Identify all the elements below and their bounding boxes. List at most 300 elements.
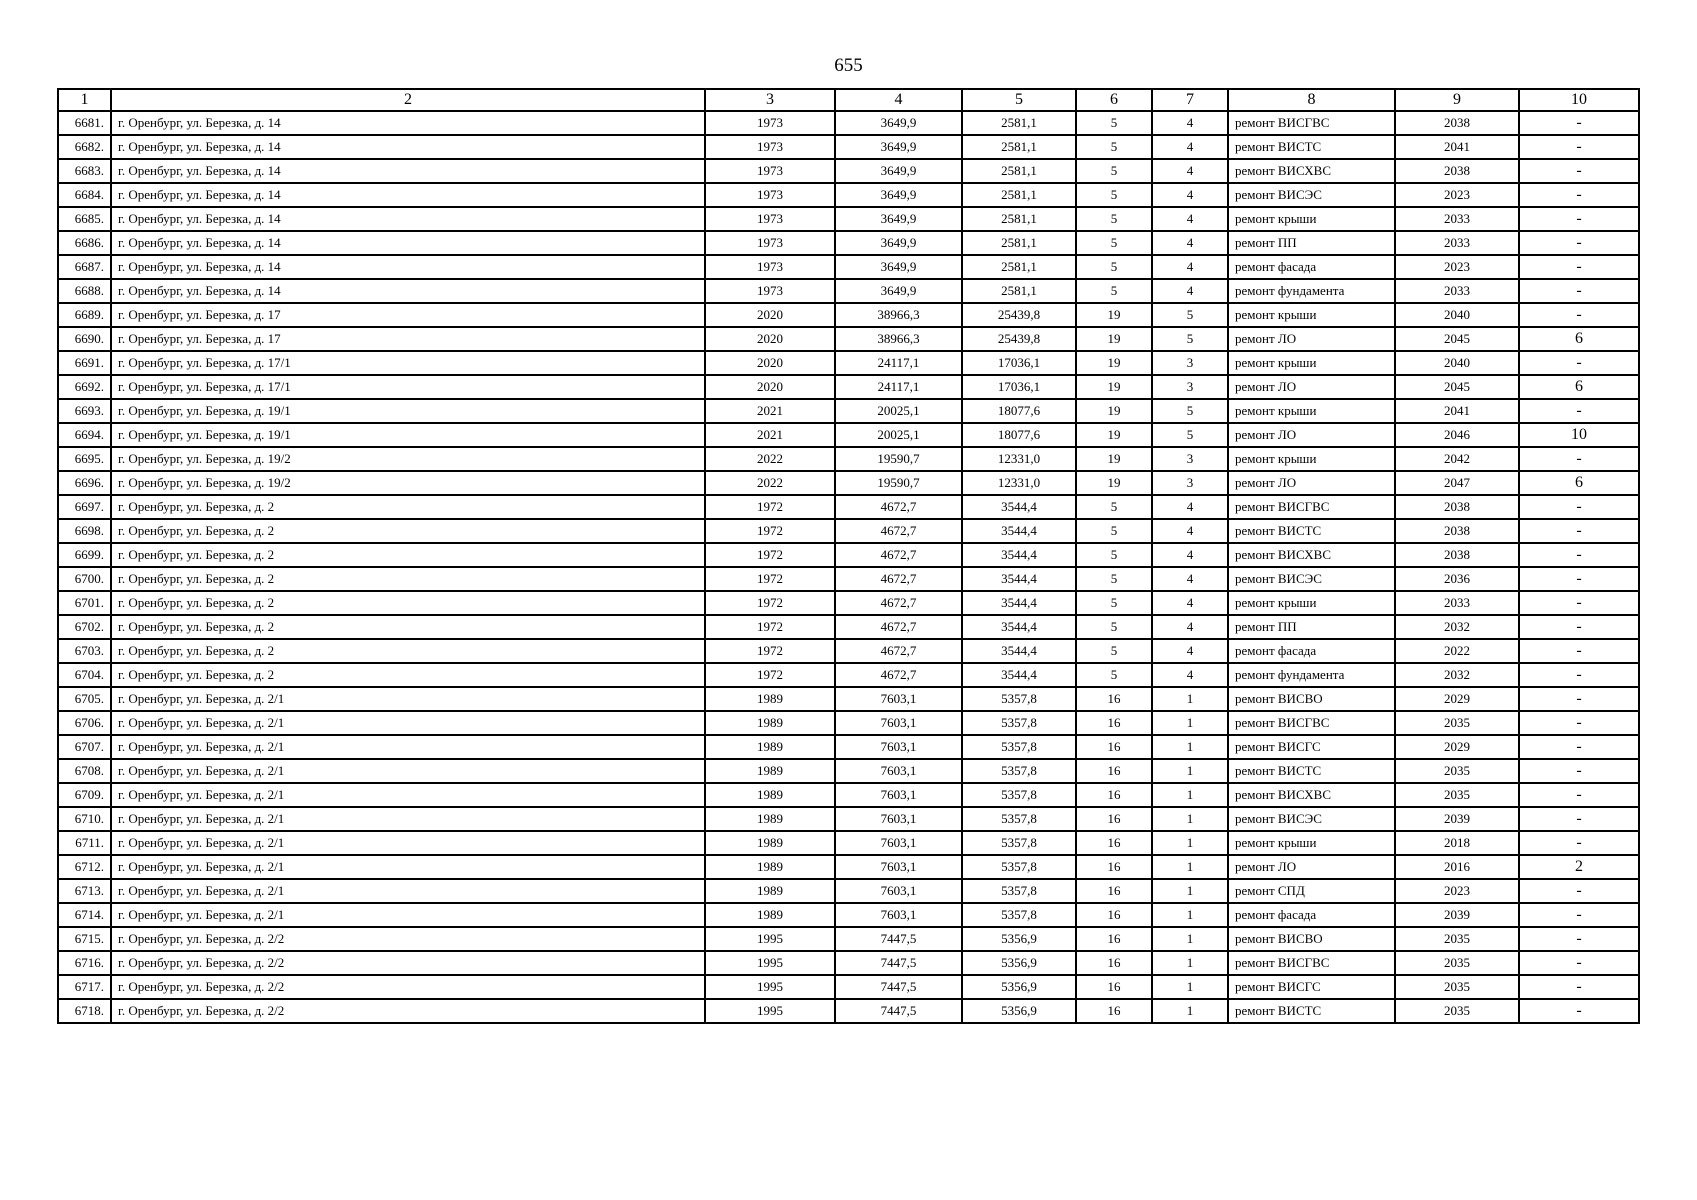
- cell-total-area: 38966,3: [835, 327, 962, 351]
- cell-build-year: 1989: [705, 855, 835, 879]
- cell-build-year: 2020: [705, 327, 835, 351]
- cell-row-number: 6688.: [58, 279, 111, 303]
- cell-value-10: -: [1519, 711, 1639, 735]
- cell-total-area: 4672,7: [835, 567, 962, 591]
- cell-address: г. Оренбург, ул. Березка, д. 2/1: [111, 759, 705, 783]
- cell-address: г. Оренбург, ул. Березка, д. 19/2: [111, 471, 705, 495]
- cell-row-number: 6699.: [58, 543, 111, 567]
- table-row: [58, 903, 1639, 927]
- cell-address: г. Оренбург, ул. Березка, д. 2/2: [111, 975, 705, 999]
- cell-planned-year: 2038: [1395, 495, 1519, 519]
- cell-value-10: -: [1519, 495, 1639, 519]
- cell-build-year: 1989: [705, 807, 835, 831]
- cell-value-10: -: [1519, 543, 1639, 567]
- cell-value-10: -: [1519, 591, 1639, 615]
- cell-planned-year: 2022: [1395, 639, 1519, 663]
- cell-row-number: 6698.: [58, 519, 111, 543]
- cell-row-number: 6684.: [58, 183, 111, 207]
- cell-work-type: ремонт ЛО: [1228, 855, 1395, 879]
- cell-entrances: 1: [1152, 927, 1228, 951]
- cell-floors: 5: [1076, 135, 1152, 159]
- cell-total-area: 7447,5: [835, 999, 962, 1023]
- cell-work-type: ремонт ВИСТС: [1228, 135, 1395, 159]
- cell-living-area: 18077,6: [962, 423, 1076, 447]
- cell-floors: 16: [1076, 975, 1152, 999]
- cell-value-10: -: [1519, 975, 1639, 999]
- cell-row-number: 6713.: [58, 879, 111, 903]
- cell-planned-year: 2023: [1395, 879, 1519, 903]
- cell-planned-year: 2035: [1395, 951, 1519, 975]
- cell-build-year: 1989: [705, 903, 835, 927]
- cell-entrances: 3: [1152, 447, 1228, 471]
- cell-total-area: 7603,1: [835, 831, 962, 855]
- cell-floors: 19: [1076, 303, 1152, 327]
- cell-floors: 16: [1076, 687, 1152, 711]
- cell-total-area: 3649,9: [835, 159, 962, 183]
- cell-floors: 19: [1076, 447, 1152, 471]
- cell-address: г. Оренбург, ул. Березка, д. 14: [111, 183, 705, 207]
- cell-living-area: 2581,1: [962, 207, 1076, 231]
- cell-address: г. Оренбург, ул. Березка, д. 2: [111, 543, 705, 567]
- cell-total-area: 19590,7: [835, 471, 962, 495]
- table-row: [58, 399, 1639, 423]
- cell-build-year: 1989: [705, 687, 835, 711]
- cell-value-10: -: [1519, 615, 1639, 639]
- cell-planned-year: 2033: [1395, 207, 1519, 231]
- cell-floors: 16: [1076, 999, 1152, 1023]
- cell-total-area: 3649,9: [835, 135, 962, 159]
- cell-floors: 16: [1076, 855, 1152, 879]
- cell-row-number: 6707.: [58, 735, 111, 759]
- table-row: [58, 639, 1639, 663]
- table-row: [58, 687, 1639, 711]
- cell-row-number: 6718.: [58, 999, 111, 1023]
- cell-row-number: 6701.: [58, 591, 111, 615]
- cell-address: г. Оренбург, ул. Березка, д. 2: [111, 567, 705, 591]
- table-row: [58, 351, 1639, 375]
- cell-address: г. Оренбург, ул. Березка, д. 2/1: [111, 807, 705, 831]
- table-row: [58, 423, 1639, 447]
- table-row: [58, 255, 1639, 279]
- cell-planned-year: 2035: [1395, 759, 1519, 783]
- cell-floors: 5: [1076, 615, 1152, 639]
- cell-floors: 19: [1076, 423, 1152, 447]
- cell-floors: 5: [1076, 279, 1152, 303]
- cell-entrances: 1: [1152, 975, 1228, 999]
- cell-entrances: 4: [1152, 543, 1228, 567]
- cell-living-area: 18077,6: [962, 399, 1076, 423]
- cell-entrances: 1: [1152, 999, 1228, 1023]
- cell-living-area: 3544,4: [962, 615, 1076, 639]
- table-row: [58, 519, 1639, 543]
- cell-work-type: ремонт фундамента: [1228, 663, 1395, 687]
- cell-build-year: 1972: [705, 519, 835, 543]
- table-row: [58, 375, 1639, 399]
- cell-planned-year: 2035: [1395, 783, 1519, 807]
- cell-address: г. Оренбург, ул. Березка, д. 2: [111, 519, 705, 543]
- cell-living-area: 3544,4: [962, 591, 1076, 615]
- cell-work-type: ремонт ВИСТС: [1228, 759, 1395, 783]
- cell-value-10: -: [1519, 927, 1639, 951]
- table-row: [58, 303, 1639, 327]
- cell-entrances: 4: [1152, 567, 1228, 591]
- cell-value-10: -: [1519, 351, 1639, 375]
- cell-row-number: 6697.: [58, 495, 111, 519]
- cell-living-area: 12331,0: [962, 447, 1076, 471]
- cell-floors: 5: [1076, 495, 1152, 519]
- cell-work-type: ремонт крыши: [1228, 447, 1395, 471]
- cell-entrances: 3: [1152, 351, 1228, 375]
- cell-entrances: 1: [1152, 687, 1228, 711]
- cell-floors: 5: [1076, 255, 1152, 279]
- cell-value-10: -: [1519, 279, 1639, 303]
- cell-floors: 16: [1076, 903, 1152, 927]
- cell-value-10: -: [1519, 303, 1639, 327]
- cell-living-area: 5357,8: [962, 807, 1076, 831]
- table-row: [58, 471, 1639, 495]
- column-header: 2: [111, 89, 705, 111]
- cell-total-area: 7603,1: [835, 903, 962, 927]
- cell-row-number: 6695.: [58, 447, 111, 471]
- table-row: [58, 879, 1639, 903]
- cell-total-area: 7603,1: [835, 855, 962, 879]
- cell-value-10: -: [1519, 999, 1639, 1023]
- cell-living-area: 2581,1: [962, 159, 1076, 183]
- cell-work-type: ремонт ПП: [1228, 231, 1395, 255]
- cell-build-year: 2022: [705, 471, 835, 495]
- cell-living-area: 2581,1: [962, 255, 1076, 279]
- cell-planned-year: 2042: [1395, 447, 1519, 471]
- header-row: [58, 89, 1639, 111]
- cell-work-type: ремонт ВИСЭС: [1228, 807, 1395, 831]
- cell-floors: 5: [1076, 567, 1152, 591]
- cell-address: г. Оренбург, ул. Березка, д. 2/2: [111, 927, 705, 951]
- cell-row-number: 6691.: [58, 351, 111, 375]
- column-header: 3: [705, 89, 835, 111]
- cell-row-number: 6712.: [58, 855, 111, 879]
- cell-planned-year: 2039: [1395, 807, 1519, 831]
- cell-value-10: -: [1519, 663, 1639, 687]
- cell-total-area: 3649,9: [835, 255, 962, 279]
- cell-value-10: -: [1519, 519, 1639, 543]
- cell-total-area: 4672,7: [835, 495, 962, 519]
- cell-total-area: 20025,1: [835, 399, 962, 423]
- cell-build-year: 2021: [705, 399, 835, 423]
- cell-value-10: -: [1519, 879, 1639, 903]
- cell-work-type: ремонт ВИСЭС: [1228, 567, 1395, 591]
- cell-row-number: 6714.: [58, 903, 111, 927]
- cell-work-type: ремонт фундамента: [1228, 279, 1395, 303]
- cell-planned-year: 2038: [1395, 159, 1519, 183]
- cell-value-10: -: [1519, 831, 1639, 855]
- cell-floors: 19: [1076, 375, 1152, 399]
- cell-planned-year: 2041: [1395, 135, 1519, 159]
- table-row: [58, 615, 1639, 639]
- cell-living-area: 2581,1: [962, 279, 1076, 303]
- cell-build-year: 1972: [705, 639, 835, 663]
- cell-total-area: 3649,9: [835, 111, 962, 135]
- cell-work-type: ремонт ВИСГС: [1228, 975, 1395, 999]
- cell-total-area: 3649,9: [835, 207, 962, 231]
- table-row: [58, 927, 1639, 951]
- table-row: [58, 663, 1639, 687]
- cell-address: г. Оренбург, ул. Березка, д. 17/1: [111, 351, 705, 375]
- table-row: [58, 231, 1639, 255]
- cell-floors: 16: [1076, 879, 1152, 903]
- cell-living-area: 5357,8: [962, 759, 1076, 783]
- cell-work-type: ремонт крыши: [1228, 399, 1395, 423]
- cell-planned-year: 2023: [1395, 255, 1519, 279]
- cell-address: г. Оренбург, ул. Березка, д. 17/1: [111, 375, 705, 399]
- cell-entrances: 4: [1152, 207, 1228, 231]
- cell-living-area: 3544,4: [962, 639, 1076, 663]
- cell-floors: 16: [1076, 783, 1152, 807]
- cell-row-number: 6710.: [58, 807, 111, 831]
- cell-build-year: 1995: [705, 975, 835, 999]
- cell-value-10: 6: [1519, 471, 1639, 495]
- cell-work-type: ремонт ЛО: [1228, 423, 1395, 447]
- cell-living-area: 25439,8: [962, 327, 1076, 351]
- cell-build-year: 2020: [705, 303, 835, 327]
- cell-total-area: 19590,7: [835, 447, 962, 471]
- cell-work-type: ремонт ВИСГВС: [1228, 495, 1395, 519]
- cell-row-number: 6700.: [58, 567, 111, 591]
- cell-planned-year: 2033: [1395, 279, 1519, 303]
- cell-value-10: -: [1519, 207, 1639, 231]
- cell-work-type: ремонт ВИСГВС: [1228, 111, 1395, 135]
- table-row: [58, 327, 1639, 351]
- cell-value-10: -: [1519, 567, 1639, 591]
- cell-planned-year: 2046: [1395, 423, 1519, 447]
- cell-total-area: 4672,7: [835, 639, 962, 663]
- cell-planned-year: 2029: [1395, 687, 1519, 711]
- cell-build-year: 1973: [705, 135, 835, 159]
- cell-work-type: ремонт ВИСВО: [1228, 687, 1395, 711]
- cell-entrances: 4: [1152, 183, 1228, 207]
- cell-planned-year: 2018: [1395, 831, 1519, 855]
- cell-living-area: 5357,8: [962, 831, 1076, 855]
- cell-floors: 19: [1076, 399, 1152, 423]
- cell-build-year: 1972: [705, 591, 835, 615]
- cell-total-area: 24117,1: [835, 351, 962, 375]
- cell-value-10: -: [1519, 111, 1639, 135]
- table-row: [58, 591, 1639, 615]
- cell-total-area: 7603,1: [835, 687, 962, 711]
- cell-planned-year: 2038: [1395, 519, 1519, 543]
- column-header: 10: [1519, 89, 1639, 111]
- cell-entrances: 5: [1152, 399, 1228, 423]
- cell-planned-year: 2040: [1395, 303, 1519, 327]
- cell-entrances: 4: [1152, 519, 1228, 543]
- cell-floors: 16: [1076, 951, 1152, 975]
- table-row: [58, 711, 1639, 735]
- cell-floors: 5: [1076, 183, 1152, 207]
- table-row: [58, 735, 1639, 759]
- cell-build-year: 2022: [705, 447, 835, 471]
- cell-entrances: 4: [1152, 111, 1228, 135]
- cell-row-number: 6704.: [58, 663, 111, 687]
- cell-row-number: 6685.: [58, 207, 111, 231]
- cell-total-area: 7603,1: [835, 711, 962, 735]
- cell-value-10: 2: [1519, 855, 1639, 879]
- cell-work-type: ремонт фасада: [1228, 903, 1395, 927]
- cell-planned-year: 2036: [1395, 567, 1519, 591]
- cell-build-year: 1995: [705, 951, 835, 975]
- cell-entrances: 1: [1152, 711, 1228, 735]
- table-body: [58, 111, 1639, 1023]
- cell-work-type: ремонт крыши: [1228, 207, 1395, 231]
- cell-living-area: 3544,4: [962, 663, 1076, 687]
- cell-row-number: 6717.: [58, 975, 111, 999]
- cell-planned-year: 2039: [1395, 903, 1519, 927]
- cell-planned-year: 2035: [1395, 711, 1519, 735]
- table-row: [58, 759, 1639, 783]
- cell-floors: 5: [1076, 591, 1152, 615]
- cell-value-10: -: [1519, 735, 1639, 759]
- cell-build-year: 1989: [705, 735, 835, 759]
- cell-living-area: 5356,9: [962, 927, 1076, 951]
- cell-living-area: 17036,1: [962, 375, 1076, 399]
- cell-row-number: 6708.: [58, 759, 111, 783]
- cell-entrances: 1: [1152, 831, 1228, 855]
- cell-address: г. Оренбург, ул. Березка, д. 2/1: [111, 855, 705, 879]
- cell-planned-year: 2035: [1395, 927, 1519, 951]
- cell-entrances: 1: [1152, 807, 1228, 831]
- cell-address: г. Оренбург, ул. Березка, д. 2/1: [111, 783, 705, 807]
- cell-living-area: 17036,1: [962, 351, 1076, 375]
- cell-total-area: 7447,5: [835, 951, 962, 975]
- cell-value-10: 6: [1519, 375, 1639, 399]
- cell-address: г. Оренбург, ул. Березка, д. 19/1: [111, 399, 705, 423]
- table-row: [58, 831, 1639, 855]
- table-row: [58, 279, 1639, 303]
- cell-build-year: 1972: [705, 663, 835, 687]
- cell-living-area: 12331,0: [962, 471, 1076, 495]
- cell-address: г. Оренбург, ул. Березка, д. 2/1: [111, 687, 705, 711]
- cell-total-area: 7603,1: [835, 879, 962, 903]
- cell-total-area: 7603,1: [835, 759, 962, 783]
- cell-living-area: 3544,4: [962, 495, 1076, 519]
- cell-address: г. Оренбург, ул. Березка, д. 2/1: [111, 711, 705, 735]
- cell-address: г. Оренбург, ул. Березка, д. 2/1: [111, 903, 705, 927]
- table-row: [58, 975, 1639, 999]
- cell-living-area: 5357,8: [962, 879, 1076, 903]
- cell-entrances: 4: [1152, 255, 1228, 279]
- cell-planned-year: 2045: [1395, 375, 1519, 399]
- cell-work-type: ремонт ВИСХВС: [1228, 783, 1395, 807]
- cell-floors: 16: [1076, 807, 1152, 831]
- table-row: [58, 495, 1639, 519]
- cell-work-type: ремонт крыши: [1228, 351, 1395, 375]
- cell-row-number: 6709.: [58, 783, 111, 807]
- cell-planned-year: 2029: [1395, 735, 1519, 759]
- cell-floors: 5: [1076, 231, 1152, 255]
- cell-row-number: 6682.: [58, 135, 111, 159]
- cell-row-number: 6690.: [58, 327, 111, 351]
- cell-floors: 19: [1076, 351, 1152, 375]
- cell-entrances: 5: [1152, 327, 1228, 351]
- cell-living-area: 5356,9: [962, 975, 1076, 999]
- column-header: 8: [1228, 89, 1395, 111]
- cell-planned-year: 2033: [1395, 591, 1519, 615]
- cell-row-number: 6687.: [58, 255, 111, 279]
- cell-work-type: ремонт ПП: [1228, 615, 1395, 639]
- cell-address: г. Оренбург, ул. Березка, д. 2/2: [111, 951, 705, 975]
- cell-value-10: -: [1519, 447, 1639, 471]
- cell-living-area: 3544,4: [962, 519, 1076, 543]
- cell-build-year: 2020: [705, 351, 835, 375]
- cell-entrances: 1: [1152, 759, 1228, 783]
- table-row: [58, 951, 1639, 975]
- cell-row-number: 6711.: [58, 831, 111, 855]
- table-row: [58, 999, 1639, 1023]
- cell-build-year: 1972: [705, 495, 835, 519]
- cell-total-area: 7603,1: [835, 735, 962, 759]
- cell-build-year: 1989: [705, 879, 835, 903]
- cell-total-area: 7447,5: [835, 927, 962, 951]
- cell-living-area: 5356,9: [962, 999, 1076, 1023]
- cell-build-year: 1973: [705, 111, 835, 135]
- cell-value-10: -: [1519, 135, 1639, 159]
- cell-row-number: 6683.: [58, 159, 111, 183]
- cell-address: г. Оренбург, ул. Березка, д. 19/2: [111, 447, 705, 471]
- cell-work-type: ремонт СПД: [1228, 879, 1395, 903]
- cell-entrances: 4: [1152, 663, 1228, 687]
- cell-row-number: 6703.: [58, 639, 111, 663]
- cell-living-area: 5357,8: [962, 783, 1076, 807]
- cell-work-type: ремонт фасада: [1228, 255, 1395, 279]
- cell-work-type: ремонт фасада: [1228, 639, 1395, 663]
- cell-floors: 5: [1076, 543, 1152, 567]
- cell-floors: 5: [1076, 639, 1152, 663]
- cell-planned-year: 2041: [1395, 399, 1519, 423]
- cell-floors: 16: [1076, 759, 1152, 783]
- cell-value-10: -: [1519, 159, 1639, 183]
- cell-work-type: ремонт ЛО: [1228, 327, 1395, 351]
- table-row: [58, 159, 1639, 183]
- page-number: 655: [834, 55, 863, 76]
- cell-total-area: 4672,7: [835, 663, 962, 687]
- cell-floors: 19: [1076, 471, 1152, 495]
- table-row: [58, 783, 1639, 807]
- cell-planned-year: 2040: [1395, 351, 1519, 375]
- cell-address: г. Оренбург, ул. Березка, д. 14: [111, 231, 705, 255]
- cell-work-type: ремонт ВИСГВС: [1228, 711, 1395, 735]
- cell-value-10: -: [1519, 399, 1639, 423]
- cell-planned-year: 2038: [1395, 111, 1519, 135]
- cell-entrances: 1: [1152, 735, 1228, 759]
- cell-work-type: ремонт крыши: [1228, 591, 1395, 615]
- table-row: [58, 183, 1639, 207]
- cell-value-10: -: [1519, 231, 1639, 255]
- cell-value-10: -: [1519, 759, 1639, 783]
- cell-living-area: 5357,8: [962, 903, 1076, 927]
- cell-build-year: 1989: [705, 831, 835, 855]
- cell-work-type: ремонт крыши: [1228, 303, 1395, 327]
- cell-floors: 16: [1076, 711, 1152, 735]
- cell-floors: 5: [1076, 159, 1152, 183]
- cell-build-year: 1989: [705, 711, 835, 735]
- cell-value-10: 10: [1519, 423, 1639, 447]
- cell-planned-year: 2045: [1395, 327, 1519, 351]
- cell-value-10: -: [1519, 951, 1639, 975]
- cell-address: г. Оренбург, ул. Березка, д. 2/2: [111, 999, 705, 1023]
- column-header: 9: [1395, 89, 1519, 111]
- cell-value-10: -: [1519, 183, 1639, 207]
- cell-living-area: 25439,8: [962, 303, 1076, 327]
- cell-planned-year: 2047: [1395, 471, 1519, 495]
- cell-living-area: 5357,8: [962, 855, 1076, 879]
